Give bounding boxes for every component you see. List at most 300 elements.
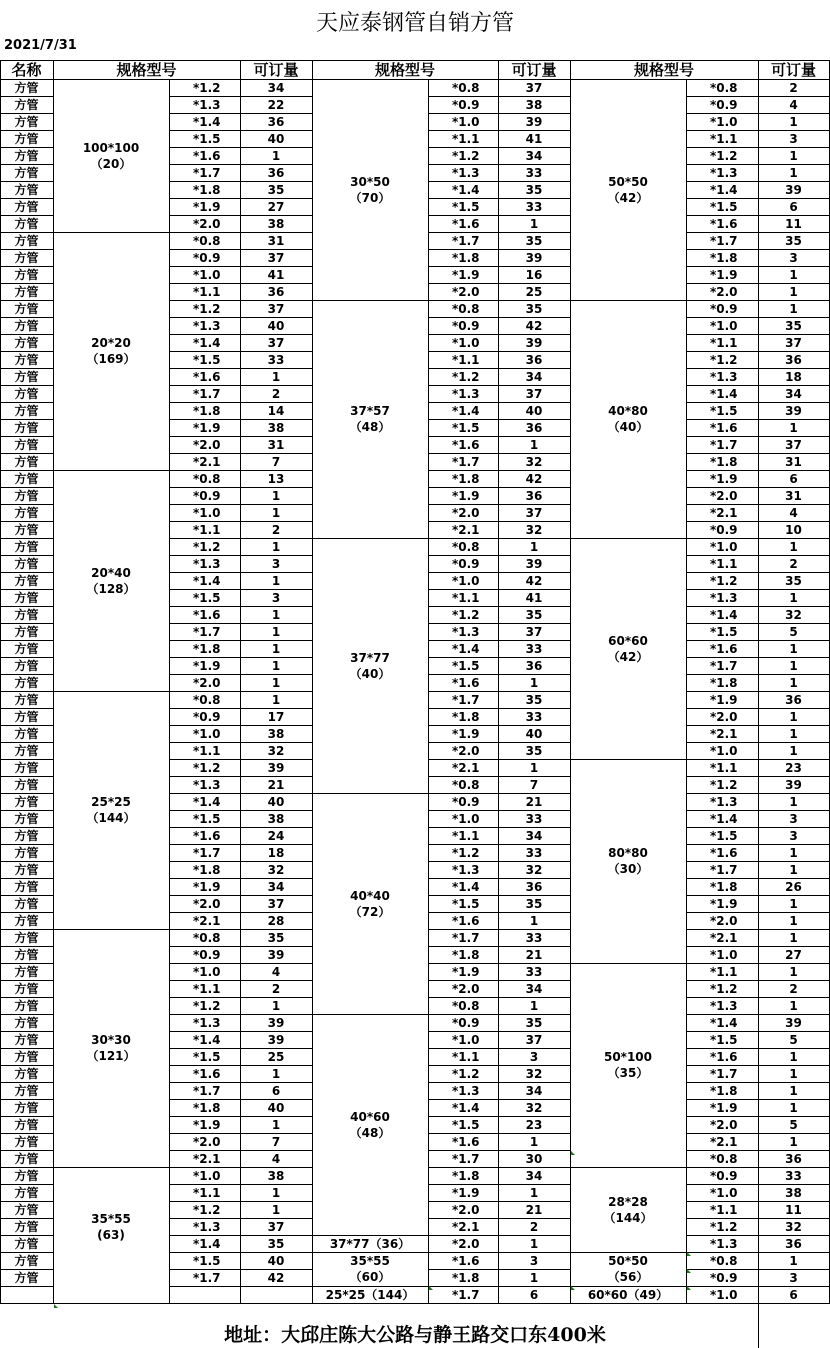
quantity-cell: 42 <box>525 471 543 486</box>
row-name: 方管 <box>14 1100 39 1115</box>
quantity-cell: 35 <box>785 318 802 333</box>
thickness-cell: *2.1 <box>710 1134 738 1149</box>
thickness-cell: *1.6 <box>452 1253 480 1268</box>
size-label: 28*28 <box>608 1194 648 1209</box>
quantity-cell: 33 <box>525 930 543 945</box>
size-group <box>312 1252 428 1286</box>
thickness-cell: *1.4 <box>193 335 221 350</box>
quantity-cell: 4 <box>271 1151 281 1166</box>
quantity-cell: 5 <box>789 1032 798 1047</box>
quantity-cell: 1 <box>789 267 798 282</box>
quantity-cell: 40 <box>267 794 285 809</box>
quantity-cell: 39 <box>785 1015 802 1030</box>
quantity-cell: 35 <box>525 1015 543 1030</box>
thickness-cell: *1.7 <box>710 658 738 673</box>
quantity-cell: 18 <box>785 369 802 384</box>
quantity-cell: 3 <box>271 556 281 571</box>
thickness-cell: *1.6 <box>193 828 221 843</box>
thickness-cell: *1.9 <box>193 420 221 435</box>
size-label: 50*100 <box>603 1050 653 1064</box>
quantity-cell: 1 <box>789 658 798 673</box>
thickness-cell: *2.0 <box>710 488 738 503</box>
thickness-cell: *1.1 <box>452 131 480 146</box>
row-name: 方管 <box>14 1117 39 1132</box>
row-name: 方管 <box>14 80 39 95</box>
thickness-cell: *1.2 <box>452 148 480 163</box>
thickness-cell: *1.0 <box>452 1032 480 1047</box>
thickness-cell: *1.7 <box>193 386 221 401</box>
quantity-cell: 1 <box>271 369 281 384</box>
quantity-cell: 35 <box>267 182 285 197</box>
quantity-cell: 36 <box>785 352 802 367</box>
quantity-cell: 1 <box>271 488 281 503</box>
quantity-cell: 33 <box>525 165 543 180</box>
quantity-cell: 2 <box>271 386 281 401</box>
thickness-cell: *2.0 <box>193 675 221 690</box>
quantity-cell: 32 <box>785 1219 802 1234</box>
thickness-cell: *1.9 <box>193 199 221 214</box>
thickness-cell: *1.2 <box>193 301 221 316</box>
thickness-cell: *1.6 <box>193 1066 221 1081</box>
thickness-cell: *1.2 <box>452 607 480 622</box>
row-name: 方管 <box>14 454 39 469</box>
thickness-cell: *1.8 <box>452 471 480 486</box>
quantity-cell: 40 <box>267 318 285 333</box>
thickness-cell: *0.9 <box>193 709 221 724</box>
size-label: 30*30 <box>91 1033 131 1047</box>
thickness-cell: *1.9 <box>452 726 480 741</box>
size-label: 40*80 <box>608 404 648 418</box>
thickness-cell: *1.0 <box>193 505 221 520</box>
thickness-cell: *1.2 <box>710 1219 738 1234</box>
size-label: 35*55 <box>91 1211 131 1226</box>
quantity-cell: 2 <box>271 522 281 537</box>
thickness-cell: *0.8 <box>452 80 480 95</box>
row-name: 方管 <box>14 1202 39 1217</box>
row-name: 方管 <box>14 1066 39 1081</box>
thickness-cell: *1.2 <box>710 981 738 996</box>
row-name: 方管 <box>14 743 39 758</box>
row-name: 方管 <box>14 471 39 486</box>
row-name: 方管 <box>14 216 39 231</box>
quantity-cell: 22 <box>267 97 285 112</box>
quantity-cell: 5 <box>789 624 798 639</box>
row-name: 方管 <box>14 828 39 843</box>
thickness-cell: *1.2 <box>193 1202 221 1217</box>
size-group <box>312 538 428 793</box>
footer-address: 地址：大邱庄陈大公路与静王路交口东400米 <box>224 1324 606 1346</box>
quantity-cell: 1 <box>789 641 798 656</box>
header-spec: 规格型号 <box>374 60 435 79</box>
quantity-cell: 1 <box>789 1253 798 1268</box>
quantity-cell: 40 <box>525 726 543 741</box>
quantity-cell: 39 <box>785 403 802 418</box>
thickness-cell: *2.0 <box>710 913 738 928</box>
row-name: 方管 <box>14 726 39 741</box>
thickness-cell: *1.1 <box>193 743 221 758</box>
thickness-cell: *2.0 <box>452 743 480 758</box>
size-group <box>570 1252 686 1286</box>
thickness-cell: *1.0 <box>710 1287 738 1302</box>
thickness-cell: *1.8 <box>710 1083 738 1098</box>
thickness-cell: *2.1 <box>193 913 221 928</box>
thickness-cell: *0.9 <box>452 318 480 333</box>
quantity-cell: 1 <box>271 1117 281 1132</box>
quantity-cell: 18 <box>267 845 285 860</box>
row-name: 方管 <box>14 250 39 265</box>
quantity-cell: 14 <box>267 403 285 418</box>
quantity-cell: 7 <box>271 454 281 469</box>
thickness-cell: *1.7 <box>452 454 480 469</box>
quantity-cell: 41 <box>525 131 543 146</box>
thickness-cell: *1.7 <box>193 845 221 860</box>
size-label: 20*40 <box>91 565 131 580</box>
thickness-cell: *1.3 <box>193 777 221 792</box>
row-name: 方管 <box>14 556 39 571</box>
thickness-cell: *1.0 <box>710 743 738 758</box>
thickness-cell: *1.2 <box>710 148 738 163</box>
size-label: 50*50 <box>608 174 648 189</box>
thickness-cell: *1.1 <box>710 131 738 146</box>
thickness-cell: *2.0 <box>193 216 221 231</box>
thickness-cell: *1.0 <box>710 1185 738 1200</box>
thickness-cell: *0.8 <box>193 471 221 486</box>
size-count: （72） <box>349 904 391 919</box>
row-name: 方管 <box>14 131 39 146</box>
size-group <box>312 1014 428 1235</box>
quantity-cell: 1 <box>529 1236 539 1251</box>
header-qty: 可订量 <box>770 60 816 79</box>
quantity-cell: 1 <box>789 148 798 163</box>
quantity-cell: 6 <box>789 471 798 486</box>
row-name: 方管 <box>14 318 39 333</box>
quantity-cell: 34 <box>525 369 543 384</box>
quantity-cell: 35 <box>785 573 802 588</box>
thickness-cell: *0.9 <box>452 556 480 571</box>
quantity-cell: 32 <box>525 1066 543 1081</box>
thickness-cell: *2.0 <box>710 1117 738 1132</box>
quantity-cell: 3 <box>271 590 281 605</box>
thickness-cell: *1.2 <box>452 369 480 384</box>
quantity-cell: 39 <box>525 335 543 350</box>
row-name: 方管 <box>14 1015 39 1030</box>
quantity-cell: 3 <box>789 250 798 265</box>
thickness-cell: *1.2 <box>193 80 221 95</box>
thickness-cell: *0.8 <box>452 777 480 792</box>
quantity-cell: 40 <box>267 1253 285 1268</box>
row-name: 方管 <box>14 539 39 554</box>
size-count: （20） <box>90 156 132 171</box>
thickness-cell: *1.9 <box>710 692 738 707</box>
row-name: 方管 <box>14 1270 39 1285</box>
quantity-cell: 36 <box>267 165 285 180</box>
thickness-cell: *1.7 <box>452 1151 480 1166</box>
quantity-cell: 37 <box>525 1032 543 1047</box>
error-marker-icon <box>687 1252 691 1256</box>
thickness-cell: *1.7 <box>710 1066 738 1081</box>
quantity-cell: 38 <box>267 420 285 435</box>
row-name: 方管 <box>14 335 39 350</box>
quantity-cell: 39 <box>267 947 285 962</box>
quantity-cell: 1 <box>529 539 539 554</box>
quantity-cell: 4 <box>271 964 281 979</box>
quantity-cell: 33 <box>525 199 543 214</box>
row-name: 方管 <box>14 947 39 962</box>
quantity-cell: 1 <box>529 1270 539 1285</box>
row-name: 方管 <box>14 845 39 860</box>
thickness-cell: *1.4 <box>452 182 480 197</box>
thickness-cell: *1.7 <box>193 1270 221 1285</box>
quantity-cell: 35 <box>525 743 543 758</box>
grid-line <box>0 1286 53 1287</box>
row-name: 方管 <box>14 1253 39 1268</box>
error-marker-icon <box>687 1269 691 1273</box>
quantity-cell: 32 <box>525 454 543 469</box>
thickness-cell: *1.1 <box>452 590 480 605</box>
quantity-cell: 37 <box>267 335 285 350</box>
quantity-cell: 35 <box>525 607 543 622</box>
thickness-cell: *0.9 <box>193 947 221 962</box>
thickness-cell: *2.1 <box>710 726 738 741</box>
row-name: 方管 <box>14 675 39 690</box>
thickness-cell: *2.0 <box>452 1236 480 1251</box>
row-name: 方管 <box>14 998 39 1013</box>
quantity-cell: 27 <box>267 199 285 214</box>
thickness-cell: *1.1 <box>710 964 738 979</box>
thickness-cell: *1.6 <box>710 420 738 435</box>
thickness-cell: *1.8 <box>193 641 221 656</box>
size-label: 20*20 <box>91 336 131 350</box>
quantity-cell: 41 <box>267 267 285 282</box>
thickness-cell: *1.5 <box>710 199 738 214</box>
thickness-cell: *1.3 <box>452 1083 480 1098</box>
quantity-cell: 33 <box>525 641 543 656</box>
quantity-cell: 39 <box>267 1015 285 1030</box>
thickness-cell: *2.1 <box>452 1219 480 1234</box>
quantity-cell: 1 <box>789 1049 798 1064</box>
row-name: 方管 <box>14 794 39 809</box>
row-name: 方管 <box>14 573 39 588</box>
thickness-cell: *1.7 <box>452 233 480 248</box>
size-count: （35） <box>607 1066 649 1080</box>
quantity-cell: 39 <box>785 182 802 197</box>
quantity-cell: 1 <box>789 794 798 809</box>
thickness-cell: *1.6 <box>710 216 738 231</box>
quantity-cell: 11 <box>785 216 802 231</box>
quantity-cell: 36 <box>785 1236 802 1251</box>
quantity-cell: 4 <box>789 505 798 520</box>
quantity-cell: 35 <box>785 233 802 248</box>
row-name: 方管 <box>14 1168 39 1183</box>
quantity-cell: 34 <box>267 879 285 894</box>
quantity-cell: 11 <box>785 1202 802 1217</box>
thickness-cell: *1.2 <box>193 760 221 775</box>
header-qty: 可订量 <box>253 60 299 79</box>
thickness-cell: *1.9 <box>452 1185 480 1200</box>
thickness-cell: *1.8 <box>193 182 221 197</box>
thickness-cell: *1.0 <box>452 811 480 826</box>
quantity-cell: 1 <box>271 998 281 1013</box>
thickness-cell: *1.0 <box>193 1168 221 1183</box>
thickness-cell: *1.3 <box>710 590 738 605</box>
row-name: 方管 <box>14 437 39 452</box>
quantity-cell: 39 <box>525 114 543 129</box>
quantity-cell: 35 <box>525 233 543 248</box>
quantity-cell: 35 <box>267 930 285 945</box>
thickness-cell: *1.5 <box>710 828 738 843</box>
quantity-cell: 28 <box>267 913 285 928</box>
quantity-cell: 1 <box>271 505 281 520</box>
thickness-cell: *1.6 <box>710 845 738 860</box>
quantity-cell: 1 <box>271 641 281 656</box>
thickness-cell: *0.8 <box>452 998 480 1013</box>
row-name: 方管 <box>14 352 39 367</box>
thickness-cell: *1.3 <box>710 369 738 384</box>
thickness-cell: *0.8 <box>193 692 221 707</box>
quantity-cell: 1 <box>271 539 281 554</box>
thickness-cell: *1.7 <box>193 624 221 639</box>
thickness-cell: *2.0 <box>193 896 221 911</box>
row-name: 方管 <box>14 114 39 129</box>
quantity-cell: 34 <box>267 80 285 95</box>
row-name: 方管 <box>14 420 39 435</box>
quantity-cell: 5 <box>789 1117 798 1132</box>
row-name: 方管 <box>14 233 39 248</box>
thickness-cell: *1.6 <box>452 675 480 690</box>
thickness-cell: *1.4 <box>452 1100 480 1115</box>
size-group <box>570 963 686 1167</box>
quantity-cell: 1 <box>529 913 539 928</box>
row-name: 方管 <box>14 760 39 775</box>
size-count: （42） <box>607 649 649 664</box>
quantity-cell: 16 <box>525 267 543 282</box>
size-count: （144） <box>86 811 136 825</box>
thickness-cell: *0.9 <box>452 97 480 112</box>
thickness-cell: *1.3 <box>452 386 480 401</box>
size-group <box>312 1286 428 1303</box>
thickness-cell: *2.0 <box>193 437 221 452</box>
quantity-cell: 34 <box>525 1083 543 1098</box>
thickness-cell: *2.1 <box>710 930 738 945</box>
quantity-cell: 1 <box>789 301 798 316</box>
thickness-cell: *1.3 <box>710 794 738 809</box>
thickness-cell: *1.5 <box>710 403 738 418</box>
quantity-cell: 35 <box>525 896 543 911</box>
row-name: 方管 <box>14 964 39 979</box>
quantity-cell: 1 <box>529 998 539 1013</box>
row-name: 方管 <box>14 590 39 605</box>
quantity-cell: 1 <box>529 1185 539 1200</box>
thickness-cell: *1.6 <box>452 1134 480 1149</box>
quantity-cell: 3 <box>789 828 798 843</box>
thickness-cell: *1.3 <box>193 318 221 333</box>
thickness-cell: *1.3 <box>710 165 738 180</box>
thickness-cell: *1.8 <box>710 879 738 894</box>
quantity-cell: 37 <box>267 250 285 265</box>
size-count: （60） <box>349 1270 391 1284</box>
quantity-cell: 1 <box>271 624 281 639</box>
row-name: 方管 <box>14 199 39 214</box>
row-name: 方管 <box>14 284 39 299</box>
quantity-cell: 39 <box>785 777 802 792</box>
thickness-cell: *1.1 <box>452 352 480 367</box>
thickness-cell: *1.0 <box>710 114 738 129</box>
quantity-cell: 34 <box>525 1168 543 1183</box>
thickness-cell: *1.3 <box>710 998 738 1013</box>
thickness-cell: *1.7 <box>193 1083 221 1098</box>
quantity-cell: 1 <box>789 165 798 180</box>
quantity-cell: 35 <box>525 182 543 197</box>
thickness-cell: *1.2 <box>710 777 738 792</box>
thickness-cell: *0.9 <box>193 488 221 503</box>
thickness-cell: *1.6 <box>452 437 480 452</box>
thickness-cell: *1.5 <box>452 896 480 911</box>
quantity-cell: 37 <box>267 1219 285 1234</box>
thickness-cell: *1.8 <box>452 250 480 265</box>
thickness-cell: *1.8 <box>193 403 221 418</box>
quantity-cell: 37 <box>267 301 285 316</box>
thickness-cell: *1.5 <box>193 1049 221 1064</box>
thickness-cell: *1.7 <box>710 862 738 877</box>
size-group <box>570 79 686 300</box>
quantity-cell: 1 <box>529 675 539 690</box>
thickness-cell: *1.8 <box>452 709 480 724</box>
quantity-cell: 38 <box>267 811 285 826</box>
sheet-date: 2021/7/31 <box>4 38 77 53</box>
thickness-cell: *0.9 <box>710 522 738 537</box>
size-label: 30*50 <box>350 174 390 189</box>
quantity-cell: 23 <box>525 1117 543 1132</box>
thickness-cell: *1.9 <box>452 267 480 282</box>
thickness-cell: *1.0 <box>452 114 480 129</box>
quantity-cell: 41 <box>525 590 543 605</box>
row-name: 方管 <box>14 1219 39 1234</box>
quantity-cell: 36 <box>525 879 543 894</box>
error-marker-icon <box>429 1286 433 1290</box>
thickness-cell: *1.0 <box>710 947 738 962</box>
quantity-cell: 42 <box>525 318 543 333</box>
thickness-cell: *1.4 <box>710 1015 738 1030</box>
quantity-cell: 35 <box>525 301 543 316</box>
quantity-cell: 6 <box>789 1287 798 1302</box>
quantity-cell: 21 <box>525 947 543 962</box>
quantity-cell: 31 <box>785 488 802 503</box>
quantity-cell: 1 <box>789 964 798 979</box>
quantity-cell: 1 <box>789 896 798 911</box>
thickness-cell: *1.0 <box>710 318 738 333</box>
thickness-cell: *1.4 <box>193 794 221 809</box>
quantity-cell: 32 <box>785 607 802 622</box>
size-label: 25*25 <box>91 795 131 809</box>
quantity-cell: 39 <box>267 1032 285 1047</box>
row-name: 方管 <box>14 1032 39 1047</box>
quantity-cell: 32 <box>525 862 543 877</box>
thickness-cell: *1.6 <box>710 641 738 656</box>
size-count: （56） <box>607 1270 649 1284</box>
quantity-cell: 1 <box>529 1134 539 1149</box>
thickness-cell: *1.1 <box>710 335 738 350</box>
size-label: 37*57 <box>350 404 390 418</box>
quantity-cell: 42 <box>267 1270 285 1285</box>
row-name: 方管 <box>14 301 39 316</box>
thickness-cell: *0.8 <box>710 80 738 95</box>
quantity-cell: 23 <box>785 760 802 775</box>
quantity-cell: 40 <box>525 403 543 418</box>
thickness-cell: *2.1 <box>452 760 480 775</box>
quantity-cell: 1 <box>529 437 539 452</box>
thickness-cell: *1.3 <box>193 1219 221 1234</box>
quantity-cell: 36 <box>525 658 543 673</box>
